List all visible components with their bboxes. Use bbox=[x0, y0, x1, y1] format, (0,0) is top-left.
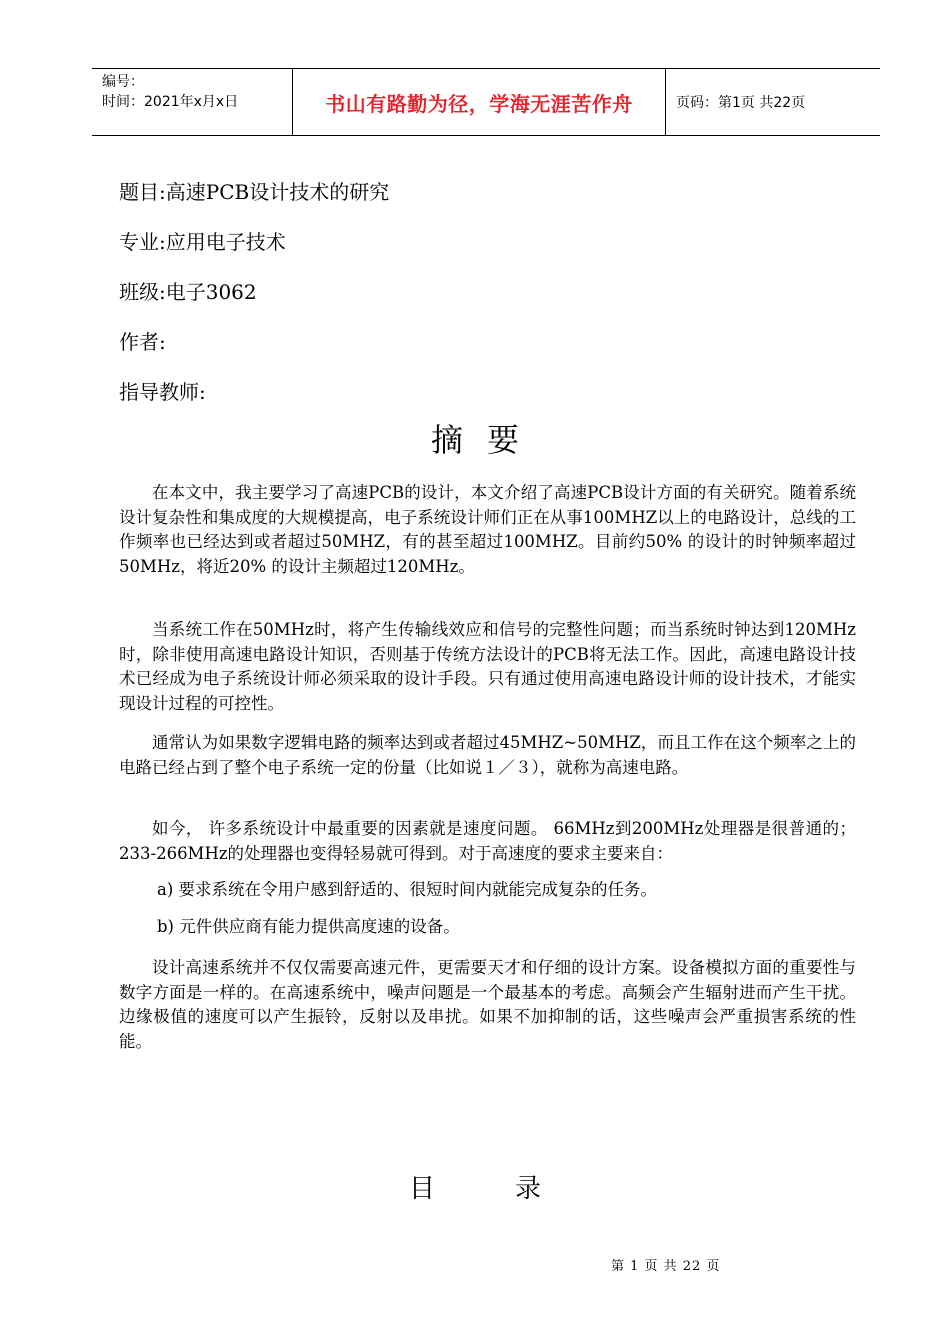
abstract-title: 摘要 bbox=[430, 421, 543, 459]
toc-title-right: 录 bbox=[515, 1174, 542, 1204]
list-item: a) 要求系统在令用户感到舒适的、很短时间内就能完成复杂的任务。 bbox=[157, 880, 658, 899]
info-topic: 题目:高速PCB设计技术的研究 bbox=[119, 180, 390, 204]
abstract-paragraph-5: 设计高速系统并不仅仅需要高速元件，更需要天才和仔细的设计方案。设备模拟方面的重要性与数字方面是一样的。在高速系统中，噪声问题是一个最基本的考虑。高频会产生辐射进而产生干扰。边缘极值的速度可以产生振铃，反射以及串扰。如果不加抑制的话，这些噪声会严重损害系统的性能。 bbox=[119, 958, 856, 1051]
header-number-label: 编号： bbox=[102, 74, 144, 90]
toc-title-left: 目 bbox=[408, 1174, 435, 1204]
header-page-label: 页码：第1页 共22页 bbox=[676, 95, 806, 111]
abstract-paragraph-3: 通常认为如果数字逻辑电路的频率达到或者超过45MHZ~50MHZ，而且工作在这个频率之上的电路已经占到了整个电子系统一定的份量（比如说１／３），就称为高速电路。 bbox=[119, 733, 856, 777]
header-motto: 书山有路勤为径，学海无涯苦作舟 bbox=[293, 69, 666, 135]
abstract-paragraph-4: 如今， 许多系统设计中最重要的因素就是速度问题。 66MHz到200MHz处理器是很普通的；233-266MHz的处理器也变得轻易就可得到。对于高速度的要求主要来自： bbox=[119, 819, 856, 863]
list-item: b) 元件供应商有能力提供高度速的设备。 bbox=[157, 917, 460, 936]
page-footer: 第 1 页 共 22 页 bbox=[611, 1259, 721, 1274]
header-meta-cell bbox=[92, 69, 293, 135]
info-major: 专业:应用电子技术 bbox=[119, 230, 286, 254]
header-time-label: 时间：2021年x月x日 bbox=[102, 94, 239, 110]
info-author: 作者: bbox=[119, 330, 166, 354]
abstract-paragraph-2: 当系统工作在50MHz时，将产生传输线效应和信号的完整性问题；而当系统时钟达到120MHz时，除非使用高速电路设计知识，否则基于传统方法设计的PCB将无法工作。因此，高速电路设计技术已经成为电子系统设计师必须采取的设计手段。只有通过使用高速电路设计师的设计技术，才能实现设计过程的可控性。 bbox=[119, 620, 856, 713]
toc-title bbox=[0, 1172, 950, 1206]
info-class: 班级:电子3062 bbox=[119, 280, 257, 304]
abstract-paragraph-1: 在本文中，我主要学习了高速PCB的设计，本文介绍了高速PCB设计方面的有关研究。随着系统设计复杂性和集成度的大规模提高，电子系统设计师们正在从事100MHZ以上的电路设计，总线的工作频率也已经达到或者超过50MHZ，有的甚至超过100MHZ。目前约50% 的设计的时钟频率超过50MHz，将近20% 的设计主频超过120MHz。 bbox=[119, 483, 856, 576]
page-header bbox=[92, 68, 880, 136]
info-advisor: 指导教师: bbox=[119, 380, 206, 404]
